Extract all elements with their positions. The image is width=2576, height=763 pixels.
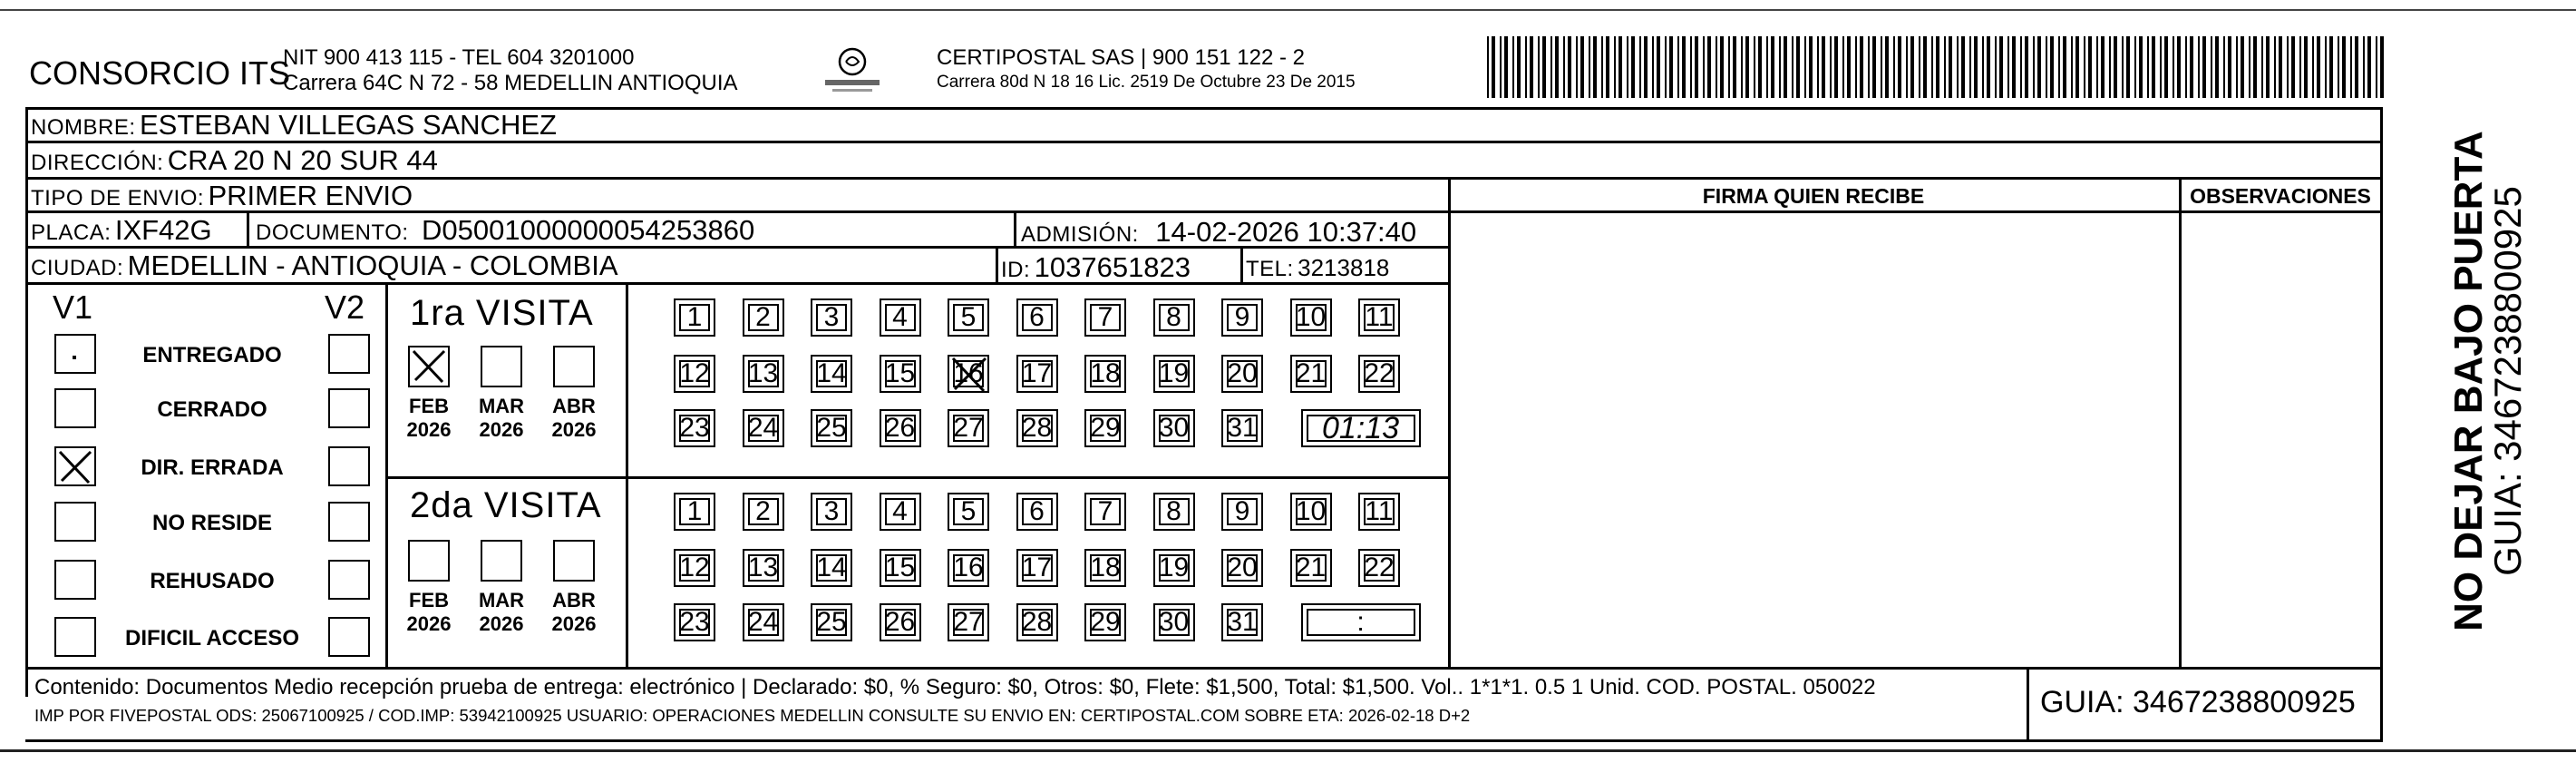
day-box[interactable]: 19: [1153, 549, 1195, 587]
status-label: DIFICIL ACCESO: [124, 626, 299, 651]
day-box[interactable]: 14: [811, 355, 852, 393]
direccion-label: DIRECCIÓN:: [31, 151, 164, 175]
barcode: [1485, 36, 2392, 98]
day-box[interactable]: 2: [743, 493, 784, 531]
status-v1-checkbox[interactable]: [54, 502, 96, 542]
company-name: CONSORCIO ITS: [29, 54, 291, 92]
day-box[interactable]: 12: [674, 549, 715, 587]
status-divider: [385, 282, 388, 667]
v1-cross-mark: [56, 448, 94, 486]
day-box[interactable]: 19: [1153, 355, 1195, 393]
status-label: CERRADO: [157, 397, 267, 422]
month-label: FEB 2026: [406, 395, 452, 441]
day-box[interactable]: 21: [1290, 355, 1332, 393]
month-label: ABR 2026: [551, 589, 597, 635]
day-box[interactable]: 16: [948, 355, 989, 393]
day-box[interactable]: 30: [1153, 409, 1195, 447]
form-left-line: [25, 107, 28, 697]
status-v2-checkbox[interactable]: [328, 502, 370, 542]
day-box[interactable]: 18: [1084, 355, 1126, 393]
day-box[interactable]: 25: [811, 409, 852, 447]
second-visit-title: 2da VISITA: [410, 485, 602, 525]
day-box[interactable]: 12: [674, 355, 715, 393]
month-label: MAR 2026: [478, 395, 525, 441]
day-box[interactable]: 29: [1084, 409, 1126, 447]
first-visit-title: 1ra VISITA: [410, 293, 594, 333]
firma-left-line: [1448, 177, 1451, 667]
day-box[interactable]: 10: [1290, 493, 1332, 531]
footer-imp-line: IMP POR FIVEPOSTAL ODS: 25067100925 / COD.IMP: 53942100925 USUARIO: OPERACIONES MEDELLIN CONSULTE SU ENVIO EN: CERTIPOSTAL.COM SOBRE ETA: 2026-02-18 D+2: [34, 706, 1471, 725]
day-box[interactable]: 25: [811, 603, 852, 641]
day-box[interactable]: 3: [811, 493, 852, 531]
top-scan-edge: [0, 0, 2576, 11]
obs-left-line: [2179, 177, 2182, 667]
day-box[interactable]: 26: [880, 409, 921, 447]
day-box[interactable]: 8: [1153, 493, 1195, 531]
day-box[interactable]: 4: [880, 493, 921, 531]
day-box[interactable]: 9: [1221, 493, 1263, 531]
day-box[interactable]: 28: [1016, 409, 1058, 447]
side-text-block: [2386, 118, 2532, 644]
day-box[interactable]: 3: [811, 298, 852, 337]
day-box[interactable]: 13: [743, 549, 784, 587]
ciudad-value: MEDELLIN - ANTIOQUIA - COLOMBIA: [127, 249, 618, 281]
tipo-value: PRIMER ENVIO: [208, 180, 413, 211]
side-guia: GUIA: 3467238800925: [2486, 186, 2529, 576]
footer-content-line: Contenido: Documentos Medio recepción prueba de entrega: electrónico | Declarado: $0, % Seguro: $0, Otros: $0, Flete: $1,500, Total: $1,500. Vol.. 1*1*1. 0.5 1 Unid. COD. POSTAL. 050022: [34, 675, 1876, 699]
day-box[interactable]: 9: [1221, 298, 1263, 337]
status-v1-checkbox[interactable]: [54, 617, 96, 657]
placa-divider: [247, 210, 249, 246]
certipostal-license: Carrera 80d N 18 16 Lic. 2519 De Octubre 23 De 2015: [937, 73, 1356, 92]
time-box[interactable]: :: [1301, 603, 1421, 641]
day-box[interactable]: 5: [948, 298, 989, 337]
tel-label: TEL:: [1246, 257, 1294, 281]
admision-row: [1021, 216, 1416, 249]
day-box[interactable]: 16: [948, 549, 989, 587]
month-label: FEB 2026: [406, 589, 452, 635]
day-box[interactable]: 27: [948, 603, 989, 641]
no-dejar-bajo-puerta: NO DEJAR BAJO PUERTA: [2446, 131, 2491, 631]
status-v2-checkbox[interactable]: [328, 446, 370, 486]
day-box[interactable]: 11: [1358, 493, 1400, 531]
month-checkbox[interactable]: [553, 540, 595, 582]
day-box[interactable]: 23: [674, 603, 715, 641]
placa-row: [31, 214, 212, 247]
day-box[interactable]: 15: [880, 549, 921, 587]
status-label: DIR. ERRADA: [141, 455, 284, 480]
month-checkbox[interactable]: [553, 346, 595, 387]
direccion-row: [31, 144, 438, 177]
day-box[interactable]: 15: [880, 355, 921, 393]
day-box[interactable]: 10: [1290, 298, 1332, 337]
day-box[interactable]: 1: [674, 298, 715, 337]
day-box[interactable]: 20: [1221, 355, 1263, 393]
admision-value: 14-02-2026 10:37:40: [1155, 216, 1417, 248]
months-divider: [626, 282, 628, 667]
status-v2-checkbox[interactable]: [328, 617, 370, 657]
id-divider: [996, 246, 998, 282]
status-v2-checkbox[interactable]: [328, 388, 370, 428]
month-checkbox[interactable]: [481, 540, 522, 582]
footer-guia: GUIA: 3467238800925: [2040, 685, 2356, 719]
day-box[interactable]: 20: [1221, 549, 1263, 587]
day-box[interactable]: 26: [880, 603, 921, 641]
status-v2-checkbox[interactable]: [328, 334, 370, 374]
status-label: REHUSADO: [150, 569, 275, 593]
day-box[interactable]: 30: [1153, 603, 1195, 641]
ciudad-label: CIUDAD:: [31, 256, 124, 280]
documento-label: DOCUMENTO:: [256, 220, 409, 245]
nombre-value: ESTEBAN VILLEGAS SANCHEZ: [139, 109, 557, 141]
tel-divider: [1240, 246, 1243, 282]
visit-divider: [385, 476, 1448, 479]
footer-top-line: [25, 667, 2383, 670]
tipo-label: TIPO DE ENVIO:: [31, 186, 205, 210]
row-line-5: [25, 282, 1449, 285]
certipostal-logo-icon: [816, 44, 889, 98]
admision-label: ADMISIÓN:: [1021, 222, 1139, 247]
day-box[interactable]: 27: [948, 409, 989, 447]
day-box[interactable]: 5: [948, 493, 989, 531]
month-label: MAR 2026: [478, 589, 525, 635]
month-checkbox[interactable]: [408, 540, 450, 582]
month-cross-mark: [410, 347, 448, 386]
day-box[interactable]: 4: [880, 298, 921, 337]
day-box[interactable]: 14: [811, 549, 852, 587]
id-row: [1001, 251, 1191, 284]
day-box[interactable]: 17: [1016, 355, 1058, 393]
status-v1-checkbox[interactable]: [54, 388, 96, 428]
nombre-label: NOMBRE:: [31, 115, 136, 140]
status-label: ENTREGADO: [142, 343, 282, 367]
tel-row: [1246, 254, 1389, 282]
id-label: ID:: [1001, 258, 1031, 282]
bottom-scan-edge: [0, 749, 2576, 763]
day-box[interactable]: 24: [743, 603, 784, 641]
documento-row: [256, 214, 754, 247]
day-box[interactable]: 8: [1153, 298, 1195, 337]
status-v1-checkbox[interactable]: [54, 334, 96, 374]
tel-value: 3213818: [1298, 254, 1390, 281]
day-box[interactable]: 13: [743, 355, 784, 393]
day-cross-mark: [949, 355, 989, 395]
day-box[interactable]: 22: [1358, 549, 1400, 587]
form-right-line: [2380, 107, 2383, 742]
day-box[interactable]: 28: [1016, 603, 1058, 641]
day-box[interactable]: 7: [1084, 298, 1126, 337]
day-box[interactable]: 21: [1290, 549, 1332, 587]
status-label: NO RESIDE: [151, 511, 273, 535]
certipostal-line: CERTIPOSTAL SAS | 900 151 122 - 2: [937, 45, 1305, 70]
status-v2-checkbox[interactable]: [328, 560, 370, 600]
day-box[interactable]: 18: [1084, 549, 1126, 587]
ciudad-row: [31, 249, 618, 282]
day-box[interactable]: 31: [1221, 603, 1263, 641]
day-box[interactable]: 6: [1016, 298, 1058, 337]
day-box[interactable]: 17: [1016, 549, 1058, 587]
time-box[interactable]: 01:13: [1301, 409, 1421, 447]
placa-value: IXF42G: [114, 214, 212, 246]
v2-header: V2: [325, 289, 365, 326]
day-box[interactable]: 24: [743, 409, 784, 447]
firma-header: FIRMA QUIEN RECIBE: [1702, 184, 1925, 208]
row-line-6: [1449, 210, 2383, 213]
address-line: Carrera 64C N 72 - 58 MEDELLIN ANTIOQUIA: [283, 71, 738, 95]
nit-line: NIT 900 413 115 - TEL 604 3201000: [283, 45, 635, 70]
day-box[interactable]: 6: [1016, 493, 1058, 531]
day-box[interactable]: 31: [1221, 409, 1263, 447]
day-box[interactable]: 11: [1358, 298, 1400, 337]
day-box[interactable]: 1: [674, 493, 715, 531]
tipo-row: [31, 180, 413, 212]
status-v1-checkbox[interactable]: [54, 560, 96, 600]
direccion-value: CRA 20 N 20 SUR 44: [167, 144, 438, 176]
footer-guia-divider: [2027, 667, 2029, 741]
month-checkbox[interactable]: [481, 346, 522, 387]
footer-bottom-line: [25, 739, 2383, 742]
admision-divider: [1014, 210, 1016, 246]
observaciones-header: OBSERVACIONES: [2190, 184, 2371, 208]
day-box[interactable]: 29: [1084, 603, 1126, 641]
placa-label: PLACA:: [31, 220, 112, 245]
day-box[interactable]: 7: [1084, 493, 1126, 531]
v1-dot-mark: [73, 356, 76, 359]
v1-header: V1: [53, 289, 93, 326]
nombre-row: [31, 109, 557, 142]
day-box[interactable]: 23: [674, 409, 715, 447]
documento-value: D05001000000054253860: [422, 214, 755, 246]
id-value: 1037651823: [1034, 251, 1191, 283]
day-box[interactable]: 22: [1358, 355, 1400, 393]
day-box[interactable]: 2: [743, 298, 784, 337]
month-label: ABR 2026: [551, 395, 597, 441]
